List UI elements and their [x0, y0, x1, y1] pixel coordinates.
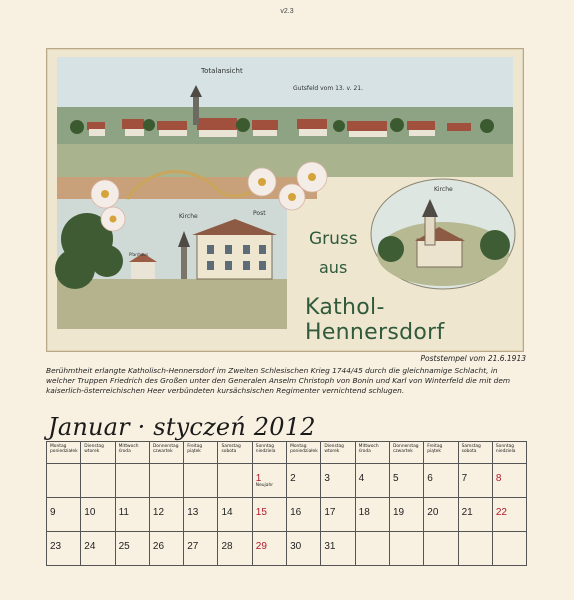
- day-cell: [184, 498, 218, 532]
- day-cell: [184, 532, 218, 566]
- postcard-greeting-aus: aus: [319, 258, 348, 277]
- day-number: 13: [187, 507, 199, 518]
- day-number: 21: [461, 507, 473, 518]
- postcard-panorama-label: Totalansicht: [201, 67, 243, 75]
- weekday-header: [459, 442, 493, 464]
- day-cell: [253, 532, 287, 566]
- weekday-header: [390, 442, 424, 464]
- empty-day-cell: [150, 464, 184, 498]
- day-cell: [218, 498, 252, 532]
- weekday-polish: środa: [358, 449, 371, 455]
- day-number: 27: [187, 541, 199, 552]
- day-cell: [116, 532, 150, 566]
- day-cell: [390, 498, 424, 532]
- weekday-header: [287, 442, 321, 464]
- day-number: 3: [324, 473, 330, 484]
- empty-day-cell: [390, 532, 424, 566]
- postcard-ground-note: Gutsfeld vom 13. v. 21.: [293, 85, 363, 92]
- day-cell: [287, 464, 321, 498]
- day-cell: [81, 532, 115, 566]
- page-code: v2.3: [280, 8, 294, 15]
- day-cell: [47, 498, 81, 532]
- day-cell: [81, 498, 115, 532]
- history-description: Berühmtheit erlangte Katholisch-Hennersdorf im Zweiten Schlesischen Krieg 1744/45 durch die gleichnamige Schlacht, in welcher Truppen Friedrich des Großen unter den Generalen Anselm Christoph von Bonin und Karl von Winterfeld die mit dem kaiserlich-österreichischen Heer verbündeten kursächsischen Regimenter vernichtend schlugen.: [46, 366, 511, 395]
- weekday-german: Samstag: [221, 444, 241, 449]
- day-number: 31: [324, 541, 336, 552]
- weekday-polish: poniedziałek: [50, 449, 78, 455]
- weekday-header: [47, 442, 81, 464]
- weekday-header: [81, 442, 115, 464]
- day-cell: [356, 498, 390, 532]
- day-cell: [424, 464, 458, 498]
- empty-day-cell: [184, 464, 218, 498]
- weekday-polish: sobota: [221, 449, 237, 455]
- day-number: 23: [50, 541, 62, 552]
- weekday-german: Montag: [290, 444, 307, 449]
- empty-day-cell: [81, 464, 115, 498]
- weekday-header: [424, 442, 458, 464]
- day-number: 20: [427, 507, 439, 518]
- weekday-polish: piątek: [187, 449, 201, 455]
- empty-day-cell: [424, 532, 458, 566]
- calendar-grid: [46, 441, 527, 566]
- weekday-header: [493, 442, 527, 464]
- empty-day-cell: [116, 464, 150, 498]
- postcard-medallion-label: Kirche: [434, 186, 453, 193]
- day-number: 26: [152, 541, 165, 552]
- weekday-german: Sonntag: [495, 444, 515, 449]
- weekday-polish: sobota: [461, 449, 477, 455]
- day-number: 9: [50, 507, 56, 518]
- day-number: 12: [152, 507, 165, 518]
- day-number: 29: [255, 541, 267, 552]
- day-cell: [321, 498, 355, 532]
- day-cell: [47, 532, 81, 566]
- day-number: 22: [495, 507, 507, 518]
- holiday-label: Neujahr: [255, 483, 274, 488]
- weekday-header: [356, 442, 390, 464]
- stamp-caption: Poststempel vom 21.6.1913: [420, 354, 526, 363]
- day-cell: [253, 498, 287, 532]
- day-cell: [356, 464, 390, 498]
- weekday-polish: piątek: [427, 449, 441, 455]
- day-number: 7: [461, 473, 468, 484]
- postcard-post-label: Post: [253, 210, 266, 217]
- weekday-german: Sonntag: [255, 444, 275, 449]
- weekday-german: Dienstag: [324, 444, 344, 449]
- day-cell: [150, 498, 184, 532]
- weekday-polish: poniedziałek: [290, 449, 318, 455]
- weekday-polish: wtorek: [324, 449, 340, 455]
- postcard-greeting-gruss: Gruss: [309, 229, 358, 249]
- postcard-church-label: Kirche: [179, 213, 198, 220]
- weekday-header: [184, 442, 218, 464]
- day-number: 5: [392, 473, 399, 484]
- empty-day-cell: [493, 532, 527, 566]
- weekday-german: Montag: [50, 444, 67, 449]
- empty-day-cell: [47, 464, 81, 498]
- day-cell: [287, 498, 321, 532]
- day-number: 17: [324, 507, 336, 518]
- day-number: 11: [118, 507, 129, 518]
- month-title: Januar · styczeń 2012: [48, 413, 316, 441]
- day-cell: [218, 532, 252, 566]
- weekday-header: [321, 442, 355, 464]
- weekday-german: Mittwoch: [358, 444, 379, 449]
- weekday-header: [150, 442, 184, 464]
- day-cell: [390, 464, 424, 498]
- day-number: 4: [358, 473, 365, 484]
- day-number: 18: [358, 507, 370, 518]
- postcard-place-name: Kathol- Hennersdorf: [305, 295, 445, 345]
- weekday-german: Donnerstag: [392, 444, 419, 449]
- day-cell: [150, 532, 184, 566]
- weekday-header: [116, 442, 150, 464]
- day-cell: [459, 464, 493, 498]
- empty-day-cell: [356, 532, 390, 566]
- day-number: 28: [221, 541, 233, 552]
- day-number: 1: [255, 473, 262, 484]
- day-cell: [493, 464, 527, 498]
- day-cell: [424, 498, 458, 532]
- day-number: 16: [290, 507, 302, 518]
- weekday-header: [218, 442, 252, 464]
- day-number: 10: [84, 507, 96, 518]
- weekday-german: Donnerstag: [152, 444, 179, 449]
- day-cell: [116, 498, 150, 532]
- day-cell: [287, 532, 321, 566]
- weekday-german: Freitag: [187, 444, 203, 449]
- weekday-german: Mittwoch: [118, 444, 139, 449]
- day-number: 15: [255, 507, 267, 518]
- weekday-polish: czwartek: [152, 449, 173, 455]
- empty-day-cell: [218, 464, 252, 498]
- day-number: 24: [84, 541, 96, 552]
- day-number: 25: [118, 541, 130, 552]
- weekday-polish: środa: [118, 449, 131, 455]
- day-number: 19: [392, 507, 405, 518]
- weekday-header: [253, 442, 287, 464]
- day-cell: [253, 464, 287, 498]
- postcard-image: [46, 48, 524, 352]
- day-cell: [459, 498, 493, 532]
- weekday-polish: niedziela: [255, 449, 276, 455]
- day-number: 6: [427, 473, 433, 484]
- weekday-german: Dienstag: [84, 444, 104, 449]
- weekday-polish: wtorek: [84, 449, 100, 455]
- day-cell: [321, 532, 355, 566]
- day-number: 14: [221, 507, 233, 518]
- day-number: 30: [290, 541, 302, 552]
- day-cell: [493, 498, 527, 532]
- weekday-polish: czwartek: [392, 449, 413, 455]
- postcard-parsonage-label: Pfarrhaus: [129, 252, 149, 257]
- day-number: 8: [495, 473, 502, 484]
- weekday-german: Freitag: [427, 444, 443, 449]
- day-cell: [321, 464, 355, 498]
- weekday-german: Samstag: [461, 444, 481, 449]
- day-number: 2: [290, 473, 296, 484]
- empty-day-cell: [459, 532, 493, 566]
- weekday-polish: niedziela: [495, 449, 516, 455]
